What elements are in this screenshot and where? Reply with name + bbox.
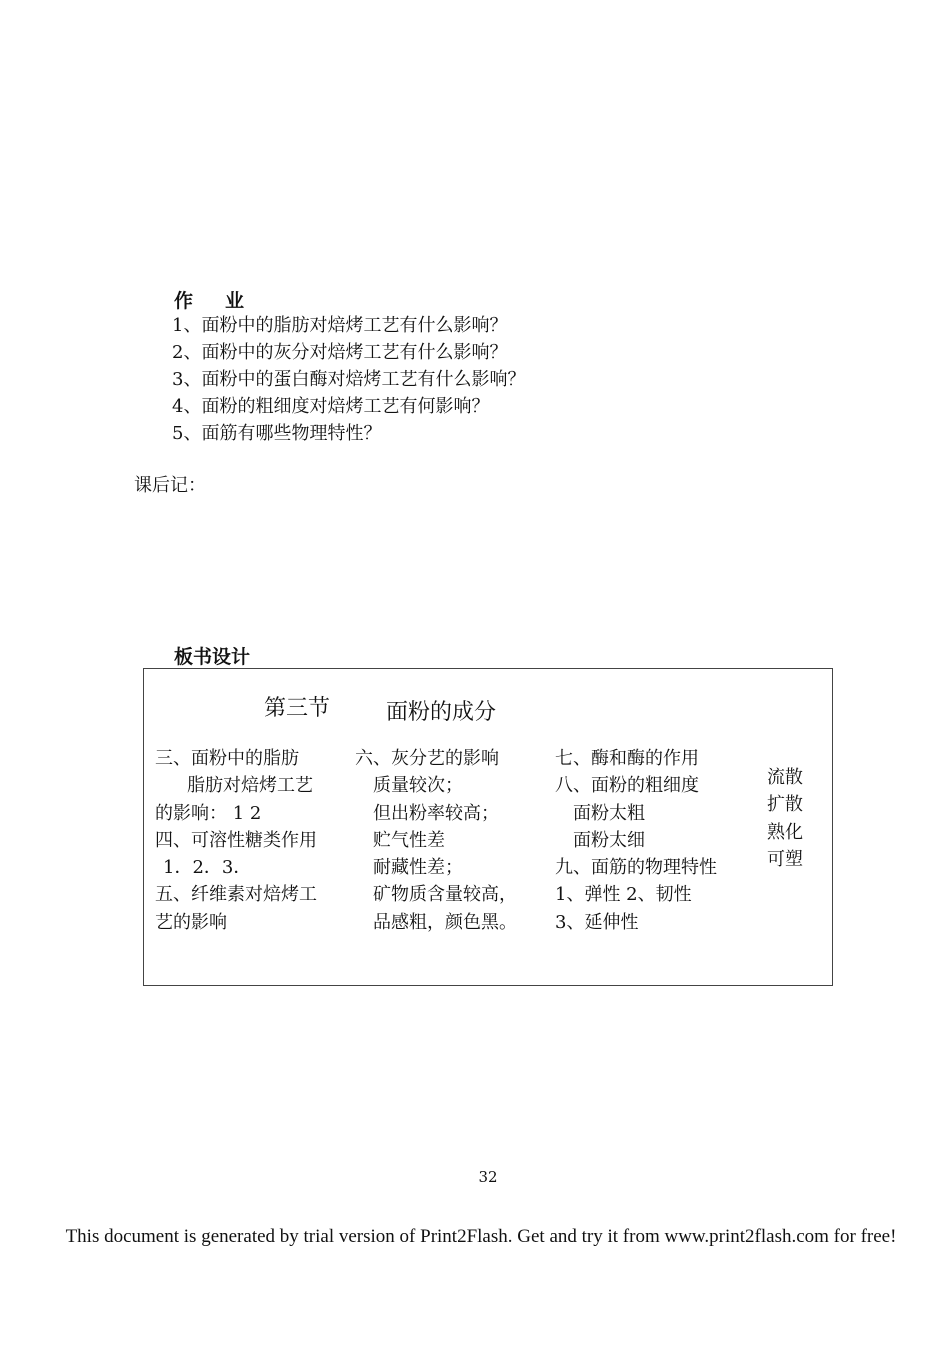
board-line: 矿物质含量较高， (373, 884, 517, 906)
board-line: 脂肪对焙烤工艺 (187, 775, 313, 797)
after-class-label: 课后记： (134, 475, 206, 496)
board-column-3 (555, 745, 717, 936)
board-line: 七、酶和酶的作用 (555, 748, 699, 769)
board-line: 但出粉率较高； (373, 802, 499, 824)
page-number: 32 (478, 1168, 498, 1186)
board-line: 熟化 (767, 821, 803, 843)
board-line: 面粉太细 (573, 829, 645, 851)
board-design-title: 板书设计 (174, 646, 251, 668)
board-line: 贮气性差 (373, 829, 445, 851)
board-column-1 (155, 745, 317, 936)
board-line: 三、面粉中的脂肪 (155, 748, 299, 769)
homework-question: 2、面粉中的灰分对焙烤工艺有什么影响？ (172, 342, 508, 363)
board-line: 艺的影响 (155, 911, 227, 933)
board-line: 八、面粉的粗细度 (555, 775, 699, 797)
homework-question: 5、面筋有哪些物理特性？ (172, 423, 382, 444)
board-line: 1．2．3． (163, 857, 252, 879)
board-line: 面粉太粗 (573, 802, 645, 824)
board-line: 的影响： 1 2 (155, 802, 262, 824)
homework-title-right: 业 (225, 290, 245, 312)
homework-question: 3、面粉中的蛋白酶对焙烤工艺有什么影响？ (172, 369, 526, 390)
board-line: 可塑 (767, 848, 803, 870)
homework-title (174, 286, 244, 313)
board-line: 质量较次； (373, 775, 463, 797)
footer-notice: This document is generated by trial version of Print2Flash. Get and try it from www.print2flash.com for free! (65, 1226, 897, 1247)
board-column-2 (355, 745, 517, 936)
homework-title-left: 作 (174, 290, 194, 312)
board-line: 品感粗，颜色黑。 (373, 911, 517, 933)
board-line: 1、弹性 2、韧性 (555, 884, 692, 906)
board-line: 流散 (767, 767, 803, 788)
board-line: 扩散 (767, 794, 803, 816)
homework-question: 4、面粉的粗细度对焙烤工艺有何影响？ (172, 396, 490, 417)
board-heading-section: 第三节 (264, 696, 331, 721)
board-line: 五、纤维素对焙烤工 (155, 884, 317, 906)
board-column-4 (767, 764, 803, 873)
board-line: 四、可溶性糖类作用 (155, 829, 317, 851)
board-line: 3、延伸性 (555, 911, 639, 933)
homework-question-list (172, 312, 525, 447)
board-line: 耐藏性差； (373, 857, 463, 879)
board-heading-topic: 面粉的成分 (386, 700, 497, 725)
board-line: 九、面筋的物理特性 (555, 857, 717, 879)
board-design-box (143, 668, 833, 986)
board-line: 六、灰分艺的影响 (355, 748, 499, 769)
homework-question: 1、面粉中的脂肪对焙烤工艺有什么影响？ (172, 315, 508, 336)
